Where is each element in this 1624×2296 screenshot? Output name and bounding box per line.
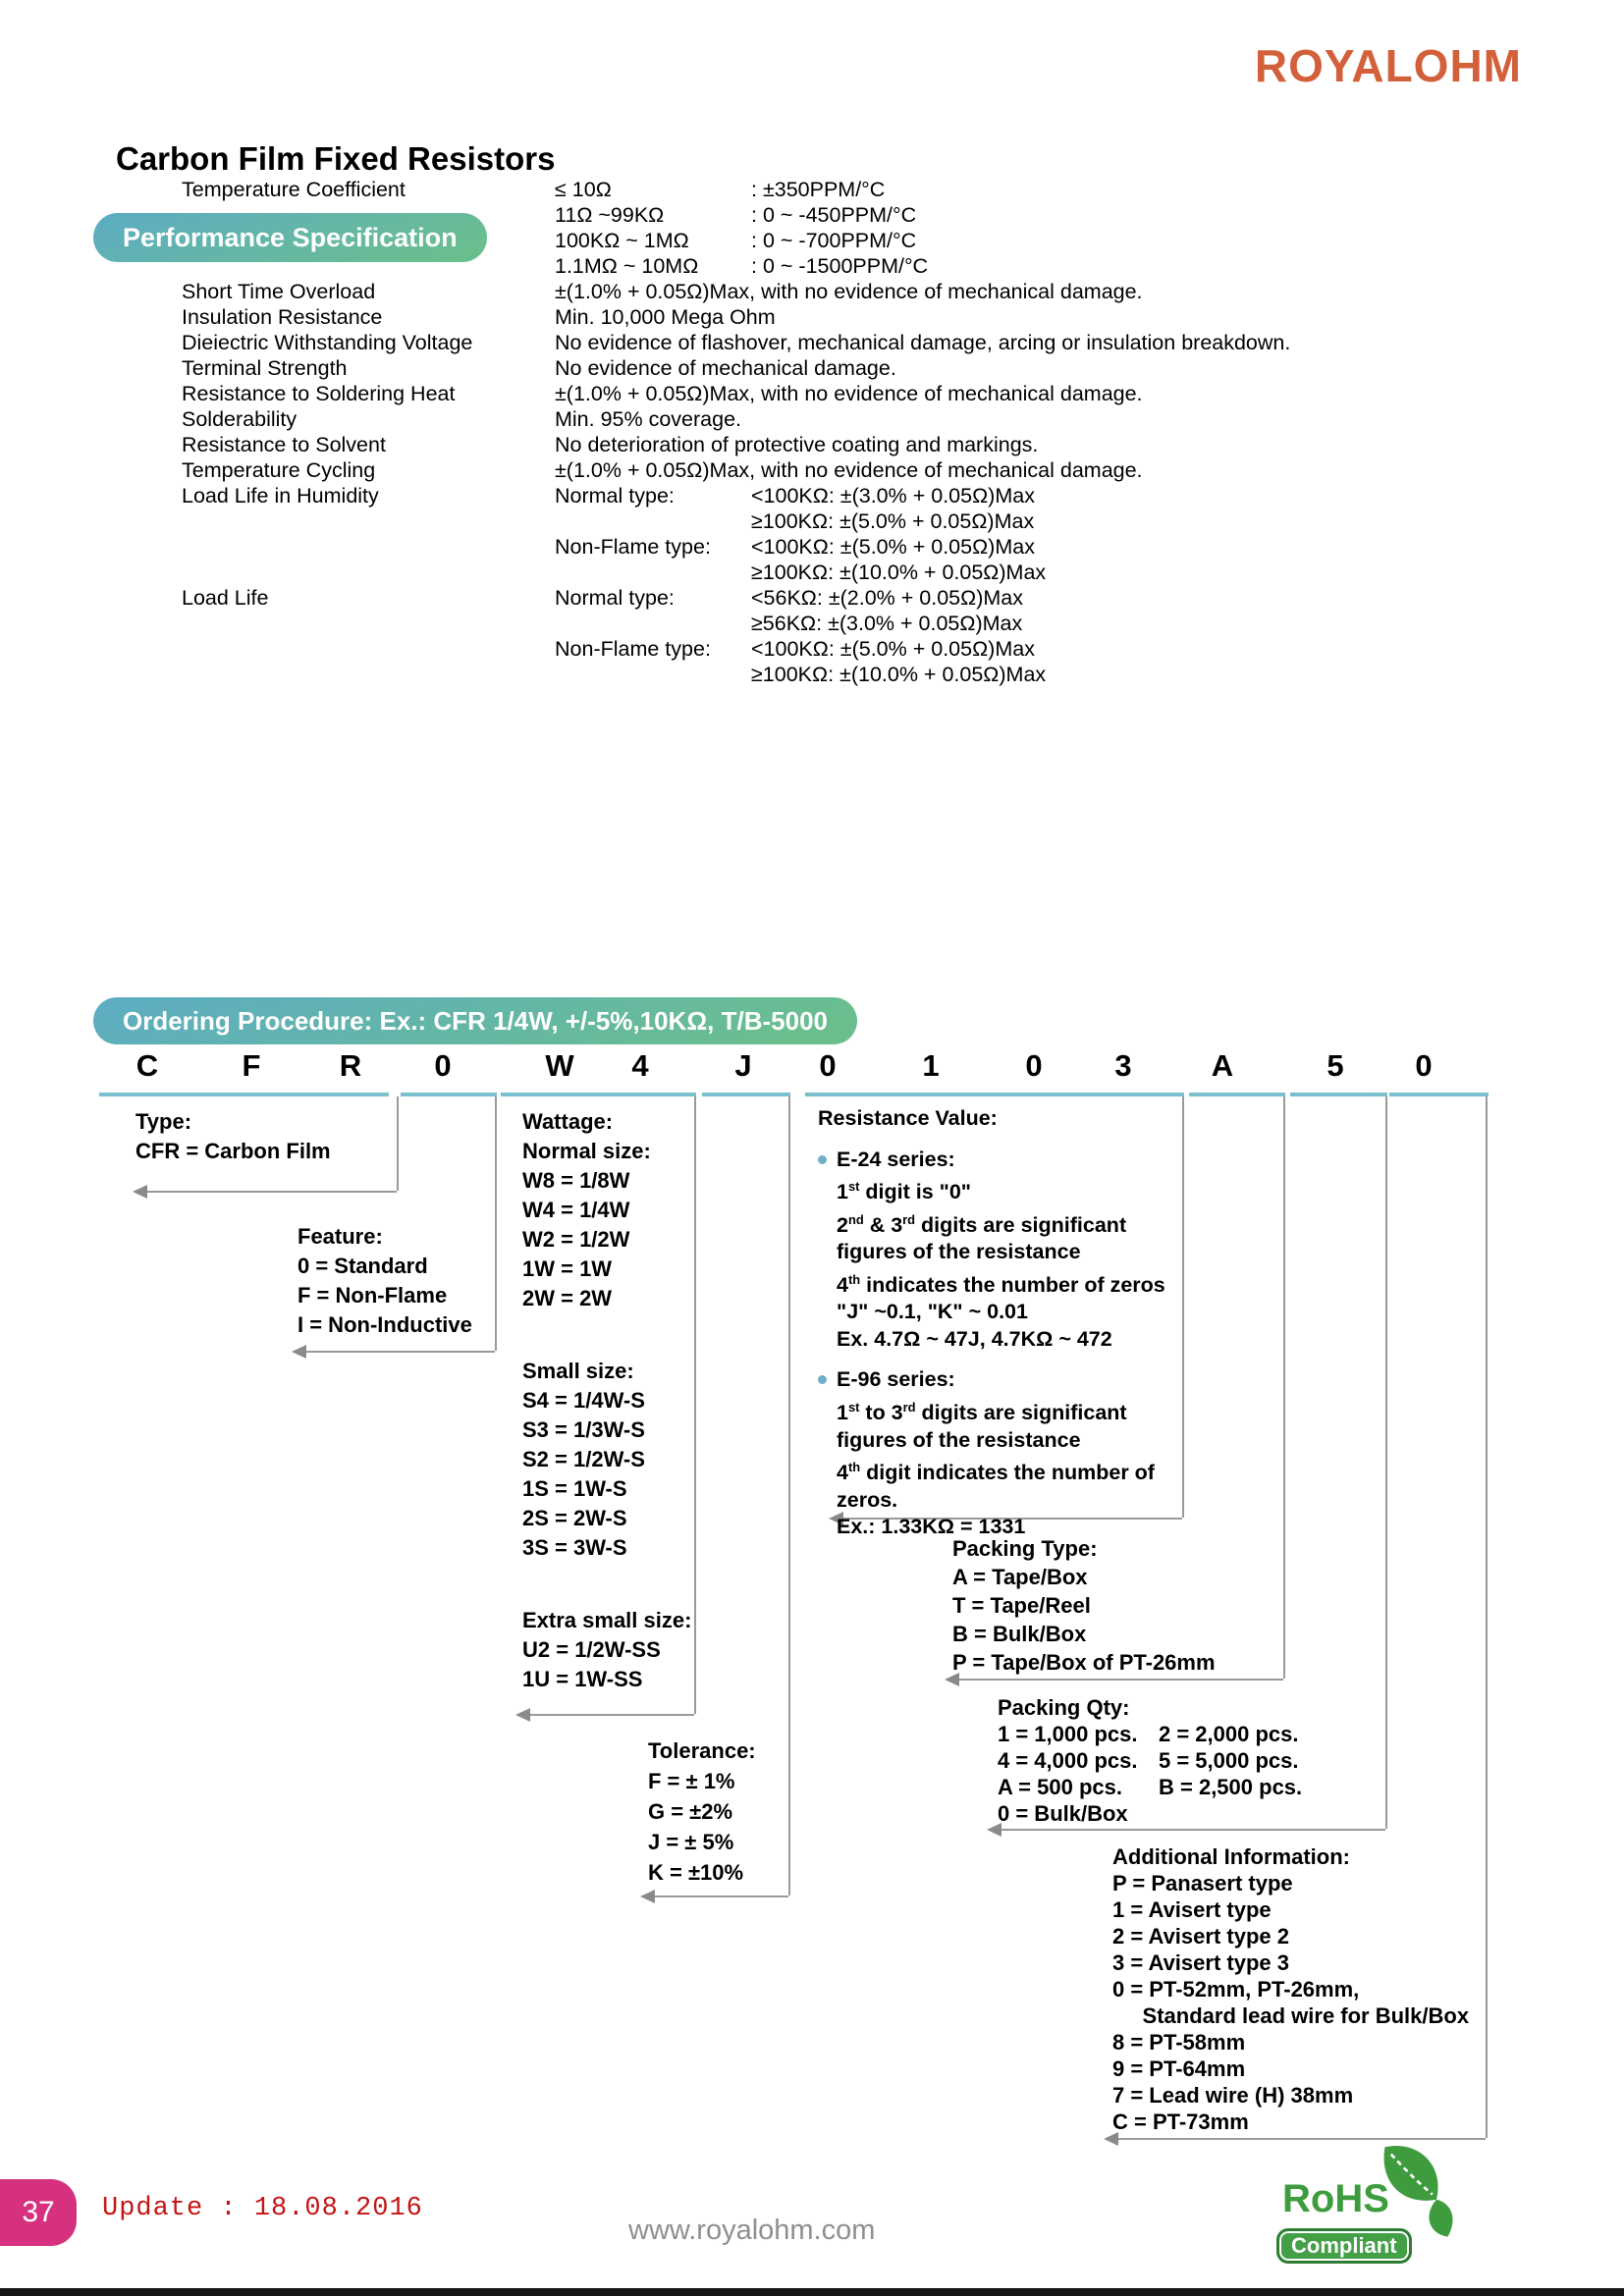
code-letter: 3 <box>1114 1048 1132 1083</box>
block-line: Standard lead wire for Bulk/Box <box>1112 2003 1470 2028</box>
packing-qty-row <box>998 1774 1302 1800</box>
block-line: CFR = Carbon Film <box>135 1139 331 1163</box>
spec-line <box>555 279 1143 304</box>
type-block-title: Type: <box>135 1109 192 1134</box>
packing-qty-cell: 1 = 1,000 pcs. <box>998 1722 1138 1746</box>
section-header-performance-label: Performance Specification <box>123 222 458 252</box>
rohs-logo <box>1276 2148 1453 2277</box>
resistance-block-title: Resistance Value: <box>818 1106 998 1130</box>
left-arrowhead-icon <box>133 1185 147 1199</box>
spec-label: Resistance to Soldering Heat <box>182 382 456 405</box>
spec-row <box>182 432 1586 457</box>
spec-value-a: No evidence of mechanical damage. <box>555 356 896 380</box>
block-line: B = Bulk/Box <box>952 1622 1087 1646</box>
block-line: S4 = 1/4W-S <box>522 1388 645 1413</box>
website-link[interactable]: www.royalohm.com <box>628 2215 876 2246</box>
connector-hline <box>306 1351 495 1353</box>
block-line: A = Tape/Box <box>952 1565 1088 1589</box>
block-line: 2 = Avisert type 2 <box>1112 1924 1289 1949</box>
resistance-series-title-text: E-96 series: <box>837 1367 955 1392</box>
spec-value-a: ±(1.0% + 0.05Ω)Max, with no evidence of mechanical damage. <box>555 280 1143 303</box>
code-letter: 0 <box>1025 1048 1043 1083</box>
spec-label: Terminal Strength <box>182 356 348 380</box>
section-header-ordering-label: Ordering Procedure: Ex.: CFR 1/4W, +/-5%,10KΩ, T/B-5000 <box>123 1005 828 1036</box>
tolerance-block-lines <box>648 1766 756 1888</box>
block-line: W4 = 1/4W <box>522 1198 630 1222</box>
spec-line <box>555 662 1046 687</box>
spec-lines <box>555 406 751 432</box>
spec-line <box>555 483 1046 508</box>
type-block-lines <box>135 1137 331 1166</box>
connector-vline <box>1283 1096 1285 1679</box>
code-underline-tick <box>1389 1093 1489 1096</box>
packing-qty-row <box>998 1747 1302 1774</box>
update-date-text: Update : 18.08.2016 <box>102 2194 423 2223</box>
code-letter: R <box>339 1048 362 1083</box>
code-underline-tick <box>805 1093 1184 1096</box>
spec-label: Load Life in Humidity <box>182 484 379 507</box>
resistance-series-title-text: E-24 series: <box>837 1147 955 1171</box>
connector-hline <box>959 1679 1283 1681</box>
spec-value-a: Min. 95% coverage. <box>555 407 742 431</box>
block-line: T = Tape/Reel <box>952 1593 1091 1618</box>
block-line: 1st digit is "0" <box>837 1179 972 1204</box>
spec-line <box>555 228 928 253</box>
bottom-bar <box>0 2288 1624 2296</box>
spec-value-b: <56KΩ: ±(2.0% + 0.05Ω)Max <box>751 586 1023 610</box>
spec-row <box>182 406 1586 432</box>
code-underline-tick <box>401 1093 497 1096</box>
block-line: Small size: <box>522 1359 634 1383</box>
spec-lines <box>555 457 1143 483</box>
spec-line <box>555 534 1046 560</box>
spec-lines <box>555 330 1290 355</box>
block-line <box>522 1313 691 1357</box>
block-line: G = ±2% <box>648 1799 733 1824</box>
code-letter: A <box>1211 1048 1234 1083</box>
spec-value-a: 11Ω ~99KΩ <box>555 203 665 227</box>
code-underline-tick <box>501 1093 696 1096</box>
additional-info-block-lines <box>1112 1870 1469 2135</box>
spec-row <box>182 483 1586 585</box>
wattage-block <box>522 1107 691 1694</box>
feature-block-title: Feature: <box>298 1224 383 1249</box>
connector-vline <box>1486 1096 1488 2138</box>
spec-line <box>555 355 896 381</box>
spec-line <box>555 432 1038 457</box>
packing-type-block <box>952 1534 1216 1677</box>
block-line: U2 = 1/2W-SS <box>522 1637 661 1662</box>
connector-hline <box>147 1191 397 1193</box>
block-line: figures of the resistance <box>837 1427 1081 1452</box>
block-line: 8 = PT-58mm <box>1112 2030 1246 2055</box>
block-line: figures of the resistance <box>837 1240 1081 1264</box>
spec-row <box>182 304 1586 330</box>
wattage-block-lines <box>522 1137 691 1694</box>
spec-value-a: Normal type: <box>555 484 675 507</box>
spec-row <box>182 355 1586 381</box>
spec-value-b: ≥100KΩ: ±(5.0% + 0.05Ω)Max <box>751 509 1035 533</box>
spec-value-b: <100KΩ: ±(3.0% + 0.05Ω)Max <box>751 484 1035 507</box>
block-line: "J" ~0.1, "K" ~ 0.01 <box>837 1300 1028 1324</box>
spec-value-b: ≥56KΩ: ±(3.0% + 0.05Ω)Max <box>751 612 1023 635</box>
block-line: I = Non-Inductive <box>298 1312 472 1337</box>
connector-hline <box>655 1896 788 1897</box>
left-arrowhead-icon <box>640 1890 655 1903</box>
brand-logo: ROYALOHM <box>1254 40 1522 91</box>
spec-line <box>555 253 928 279</box>
block-line: 3S = 3W-S <box>522 1535 627 1560</box>
code-letter: W <box>545 1048 574 1083</box>
block-line: 1S = 1W-S <box>522 1476 627 1501</box>
packing-qty-block-title: Packing Qty: <box>998 1695 1130 1720</box>
code-underline-tick <box>702 1093 790 1096</box>
spec-label: Load Life <box>182 586 269 610</box>
connector-hline <box>530 1714 694 1716</box>
performance-spec-table <box>182 177 1586 687</box>
spec-label: Dieiectric Withstanding Voltage <box>182 331 473 354</box>
spec-value-a: ≤ 10Ω <box>555 178 612 201</box>
code-underline-tick <box>1290 1093 1387 1096</box>
block-line: Ex.: 1.33KΩ = 1331 <box>837 1515 1026 1539</box>
resistance-series-title <box>818 1366 1211 1394</box>
packing-qty-cell: B = 2,500 pcs. <box>1159 1775 1303 1799</box>
spec-lines <box>555 279 1143 304</box>
block-line: P = Tape/Box of PT-26mm <box>952 1650 1216 1675</box>
spec-value-a <box>555 611 751 636</box>
block-line: P = Panasert type <box>1112 1871 1293 1896</box>
spec-line <box>555 560 1046 585</box>
packing-qty-cell: 5 = 5,000 pcs. <box>1159 1748 1299 1773</box>
spec-value-a: 1.1MΩ ~ 10MΩ <box>555 254 699 278</box>
spec-lines <box>555 585 1046 687</box>
spec-line <box>555 508 1046 534</box>
packing-qty-row <box>998 1800 1302 1827</box>
spec-row <box>182 177 1586 279</box>
feature-block <box>298 1222 472 1340</box>
spec-value-b: : 0 ~ -1500PPM/°C <box>751 254 929 278</box>
resistance-value-block <box>818 1105 1211 1541</box>
connector-vline <box>397 1096 399 1191</box>
connector-vline <box>495 1096 497 1351</box>
spec-value-a: No evidence of flashover, mechanical damage, arcing or insulation breakdown. <box>555 331 1291 354</box>
connector-vline <box>788 1096 790 1896</box>
block-line <box>522 1563 691 1606</box>
packing-qty-cell: 4 = 4,000 pcs. <box>998 1748 1138 1773</box>
block-line: 2S = 2W-S <box>522 1506 627 1530</box>
block-line: 4th indicates the number of zeros <box>837 1271 1165 1297</box>
connector-vline <box>1385 1096 1387 1829</box>
spec-value-b: ≥100KΩ: ±(10.0% + 0.05Ω)Max <box>751 561 1047 584</box>
spec-value-a: 100KΩ ~ 1MΩ <box>555 229 689 252</box>
block-line: 9 = PT-64mm <box>1112 2056 1246 2081</box>
packing-qty-cell: 0 = Bulk/Box <box>998 1801 1128 1826</box>
connector-vline <box>694 1096 696 1714</box>
block-line: 1st to 3rd digits are significant <box>837 1399 1127 1425</box>
spec-value-a <box>555 508 751 534</box>
spec-label: Resistance to Solvent <box>182 433 386 456</box>
spec-value-b: : 0 ~ -700PPM/°C <box>751 229 917 252</box>
type-block <box>135 1107 331 1166</box>
block-line: Ex. 4.7Ω ~ 47J, 4.7KΩ ~ 472 <box>837 1326 1112 1351</box>
code-letter: 0 <box>1415 1048 1433 1083</box>
spec-label: Insulation Resistance <box>182 305 383 329</box>
connector-hline <box>1001 1829 1385 1831</box>
code-letter: 5 <box>1326 1048 1344 1083</box>
code-letter: C <box>135 1048 159 1083</box>
packing-qty-block-rows <box>998 1721 1302 1827</box>
tolerance-block-title: Tolerance: <box>648 1738 756 1763</box>
spec-value-a: ±(1.0% + 0.05Ω)Max, with no evidence of mechanical damage. <box>555 382 1143 405</box>
code-letter: 0 <box>819 1048 837 1083</box>
block-line: 1U = 1W-SS <box>522 1667 643 1691</box>
additional-info-block <box>1112 1843 1469 2135</box>
spec-label: Solderability <box>182 407 298 431</box>
block-line: S3 = 1/3W-S <box>522 1417 645 1442</box>
resistance-series-group <box>818 1147 1211 1354</box>
code-letter: 4 <box>631 1048 649 1083</box>
spec-value-a: Non-Flame type: <box>555 637 711 661</box>
resistance-block-groups <box>818 1147 1211 1541</box>
block-line: 2nd & 3rd digits are significant <box>837 1211 1127 1237</box>
block-line: F = Non-Flame <box>298 1283 448 1308</box>
spec-line <box>555 611 1046 636</box>
spec-row <box>182 457 1586 483</box>
page-title: Carbon Film Fixed Resistors <box>116 140 556 177</box>
spec-label: Temperature Coefficient <box>182 178 406 201</box>
feature-block-lines <box>298 1252 472 1340</box>
packing-qty-row <box>998 1721 1302 1747</box>
code-letter: 0 <box>434 1048 452 1083</box>
section-header-ordering <box>93 997 857 1044</box>
spec-line <box>555 177 928 202</box>
block-line: Normal size: <box>522 1139 651 1163</box>
code-letter: J <box>734 1048 752 1083</box>
block-line: 4th digit indicates the number of <box>837 1460 1155 1485</box>
spec-row <box>182 585 1586 687</box>
block-line: W2 = 1/2W <box>522 1227 630 1252</box>
spec-value-a <box>555 662 751 687</box>
spec-row <box>182 279 1586 304</box>
block-line: 2W = 2W <box>522 1286 613 1310</box>
block-line: C = PT-73mm <box>1112 2109 1249 2134</box>
block-line: 0 = PT-52mm, PT-26mm, <box>1112 1977 1360 2002</box>
left-arrowhead-icon <box>515 1708 530 1722</box>
spec-label: Temperature Cycling <box>182 458 376 482</box>
block-line: F = ± 1% <box>648 1769 735 1793</box>
spec-lines <box>555 483 1046 585</box>
packing-type-block-lines <box>952 1563 1216 1677</box>
spec-lines <box>555 304 776 330</box>
spec-line <box>555 304 776 330</box>
spec-line <box>555 330 1290 355</box>
spec-label: Short Time Overload <box>182 280 376 303</box>
packing-qty-cell: 2 = 2,000 pcs. <box>1159 1722 1299 1746</box>
block-line: W8 = 1/8W <box>522 1168 630 1193</box>
left-arrowhead-icon <box>292 1345 306 1359</box>
spec-line <box>555 406 751 432</box>
resistance-series-title <box>818 1147 1211 1174</box>
spec-value-b: : 0 ~ -450PPM/°C <box>751 203 917 227</box>
spec-line <box>555 202 928 228</box>
block-line: zeros. <box>837 1487 898 1512</box>
spec-line <box>555 381 1143 406</box>
block-line: 1 = Avisert type <box>1112 1897 1272 1922</box>
block-line: 7 = Lead wire (H) 38mm <box>1112 2083 1354 2108</box>
spec-line <box>555 636 1046 662</box>
spec-value-b: ≥100KΩ: ±(10.0% + 0.05Ω)Max <box>751 663 1047 686</box>
spec-lines <box>555 177 928 279</box>
bullet-icon <box>818 1155 827 1164</box>
spec-row <box>182 330 1586 355</box>
resistance-series-group <box>818 1366 1211 1540</box>
code-underline-tick <box>99 1093 389 1096</box>
packing-type-block-title: Packing Type: <box>952 1536 1098 1561</box>
spec-value-a: Min. 10,000 Mega Ohm <box>555 305 776 329</box>
spec-value-a: ±(1.0% + 0.05Ω)Max, with no evidence of mechanical damage. <box>555 458 1143 482</box>
spec-lines <box>555 355 896 381</box>
spec-value-a: Non-Flame type: <box>555 535 711 559</box>
block-line: S2 = 1/2W-S <box>522 1447 645 1471</box>
block-line: K = ±10% <box>648 1860 744 1885</box>
spec-value-b: <100KΩ: ±(5.0% + 0.05Ω)Max <box>751 535 1035 559</box>
rohs-compliant-badge: Compliant <box>1276 2228 1412 2264</box>
packing-qty-cell: A = 500 pcs. <box>998 1775 1122 1799</box>
wattage-block-title: Wattage: <box>522 1109 614 1134</box>
code-letter: F <box>242 1048 261 1083</box>
spec-value-b: : ±350PPM/°C <box>751 178 886 201</box>
spec-row <box>182 381 1586 406</box>
page-number-badge: 37 <box>0 2179 77 2246</box>
code-letter: 1 <box>922 1048 940 1083</box>
block-line: Extra small size: <box>522 1608 692 1632</box>
spec-line <box>555 457 1143 483</box>
spec-value-a: Normal type: <box>555 586 675 610</box>
block-line: 1W = 1W <box>522 1256 613 1281</box>
bullet-icon <box>818 1375 827 1384</box>
block-line: 3 = Avisert type 3 <box>1112 1950 1289 1975</box>
code-underline-tick <box>1189 1093 1285 1096</box>
block-line: 0 = Standard <box>298 1254 428 1278</box>
additional-info-block-title: Additional Information: <box>1112 1844 1350 1869</box>
rohs-word: RoHS <box>1282 2177 1389 2220</box>
tolerance-block <box>648 1735 756 1888</box>
spec-lines <box>555 432 1038 457</box>
connector-hline <box>1118 2138 1486 2140</box>
spec-value-a <box>555 560 751 585</box>
spec-value-a: No deterioration of protective coating and markings. <box>555 433 1039 456</box>
packing-qty-block <box>998 1694 1302 1827</box>
block-line: J = ± 5% <box>648 1830 734 1854</box>
spec-lines <box>555 381 1143 406</box>
spec-line <box>555 585 1046 611</box>
spec-value-b: <100KΩ: ±(5.0% + 0.05Ω)Max <box>751 637 1035 661</box>
